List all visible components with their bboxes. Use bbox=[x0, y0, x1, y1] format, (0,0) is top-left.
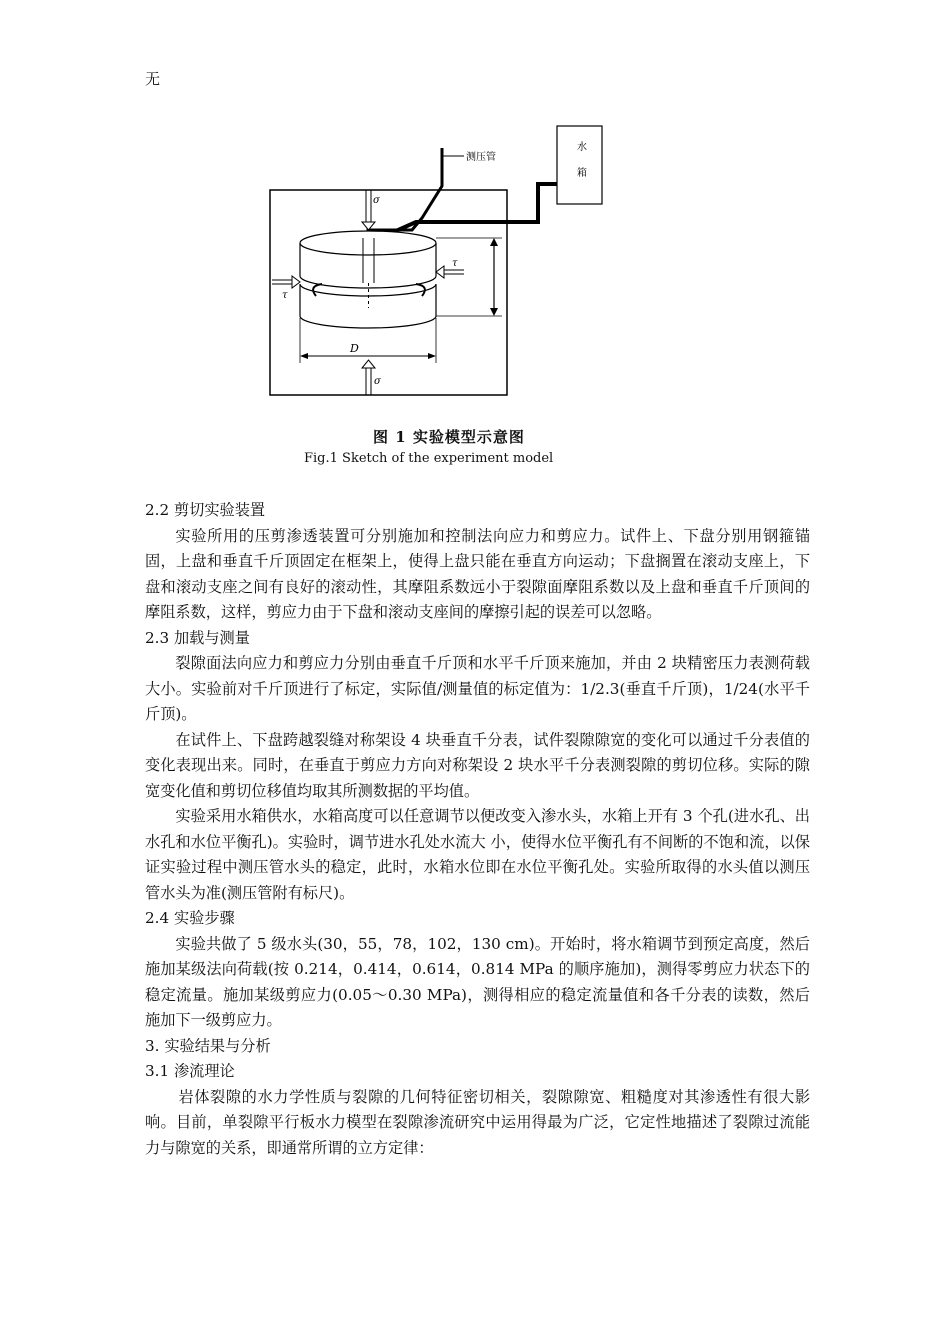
paragraph-seepage-theory: 岩体裂隙的水力学性质与裂隙的几何特征密切相关，裂隙隙宽、粗糙度对其渗透性有很大影响。目前，单裂隙平行板水力模型在裂隙渗流研究中运用得最为广泛，它定性地描述了裂隙过流能力与隙宽的关系，即通常所谓的立方定律： bbox=[145, 1087, 810, 1157]
experiment-model-figure bbox=[250, 118, 610, 478]
page-header-mark: 无 bbox=[145, 70, 161, 88]
paragraph-shear-apparatus: 实验所用的压剪渗透装置可分别施加和控制法向应力和剪应力。试件上、下盘分别用钢箍锚固，上盘和垂直千斤顶固定在框架上，使得上盘只能在垂直方向运动；下盘搁置在滚动支座上，下盘和滚动支座之间有良好的滚动性，其摩阻系数远小于裂隙面摩阻系数以及上盘和垂直千斤顶间的摩阻系数，这样，剪应力由于下盘和滚动支座间的摩擦引起的误差可以忽略。 bbox=[145, 526, 810, 621]
rotation-arrow-right bbox=[416, 284, 425, 296]
sigma-top-label: σ bbox=[373, 195, 380, 206]
section-heading-2-4: 2.4 实验步骤 bbox=[145, 909, 235, 927]
diameter-arrow-left bbox=[300, 353, 308, 359]
piezometer-label: 测压管 bbox=[466, 152, 496, 163]
figure-caption-chinese: 图 1 实验模型示意图 bbox=[373, 428, 525, 446]
height-arrow-bottom bbox=[490, 308, 498, 316]
water-tank-label-2: 箱 bbox=[577, 168, 587, 179]
rotation-arrow-left bbox=[313, 284, 322, 296]
lower-disk-bottom bbox=[300, 316, 436, 328]
paragraph-loading: 裂隙面法向应力和剪应力分别由垂直千斤顶和水平千斤顶来施加，并由 2 块精密压力表测荷载大小。实验前对千斤顶进行了标定，实际值/测量值的标定值为：1/2.3(垂直千斤顶)，1/24(水平千斤顶)。 bbox=[145, 654, 810, 723]
experiment-model-sketch bbox=[250, 118, 610, 418]
tau-right-arrowhead bbox=[436, 266, 444, 278]
water-tank bbox=[557, 126, 602, 204]
tau-right-label: τ bbox=[452, 258, 458, 269]
diameter-arrow-right bbox=[428, 353, 436, 359]
paragraph-water-tank: 实验采用水箱供水，水箱高度可以任意调节以便改变入渗水头，水箱上开有 3 个孔(进水孔、出水孔和水位平衡孔)。实验时，调节进水孔处水流大 小，使得水位平衡孔有不间断的不饱和流，以保证实验过程中测压管水头的稳定，此时，水箱水位即在水位平衡孔处。实验所取得的水头值以测压管水头为准(测压管附有标尺)。 bbox=[145, 807, 810, 902]
sigma-bottom-label: σ bbox=[374, 376, 381, 387]
section-heading-3: 3. 实验结果与分析 bbox=[145, 1036, 271, 1055]
diameter-label: D bbox=[350, 342, 359, 355]
sigma-bottom-arrowhead bbox=[362, 360, 375, 368]
paragraph-dial-gauges: 在试件上、下盘跨越裂缝对称架设 4 块垂直千分表，试件裂隙隙宽的变化可以通过千分表值的变化表现出来。同时，在垂直于剪应力方向对称架设 2 块水平千分表测裂隙的剪切位移。实际的隙宽变化值和剪切位移值均取其所测数据的平均值。 bbox=[145, 730, 810, 800]
tau-left-label: τ bbox=[282, 290, 288, 301]
body-text bbox=[145, 498, 810, 1161]
section-heading-2-3: 2.3 加载与测量 bbox=[145, 628, 250, 647]
upper-disk-top bbox=[300, 231, 436, 255]
section-heading-3-1: 3.1 渗流理论 bbox=[145, 1062, 235, 1080]
tau-left-arrowhead bbox=[292, 276, 300, 288]
section-heading-2-2: 2.2 剪切实验装置 bbox=[145, 501, 266, 519]
paragraph-steps: 实验共做了 5 级水头(30，55，78，102，130 cm)。开始时，将水箱调节到预定高度，然后施加某级法向荷载(按 0.214，0.414，0.614，0.814 MPa 的顺序施加)，测得零剪应力状态下的稳定流量。施加某级剪应力(0.05～0.30 MPa)，测得相应的稳定流量值和各千分表的读数，然后施加下一级剪应力。 bbox=[145, 934, 810, 1029]
figure-caption-english: Fig.1 Sketch of the experiment model bbox=[304, 451, 554, 466]
height-arrow-top bbox=[490, 238, 498, 246]
water-tank-label-1: 水 bbox=[577, 142, 587, 153]
piezometer-tube bbox=[368, 148, 442, 238]
upper-disk-bottom bbox=[300, 276, 436, 288]
